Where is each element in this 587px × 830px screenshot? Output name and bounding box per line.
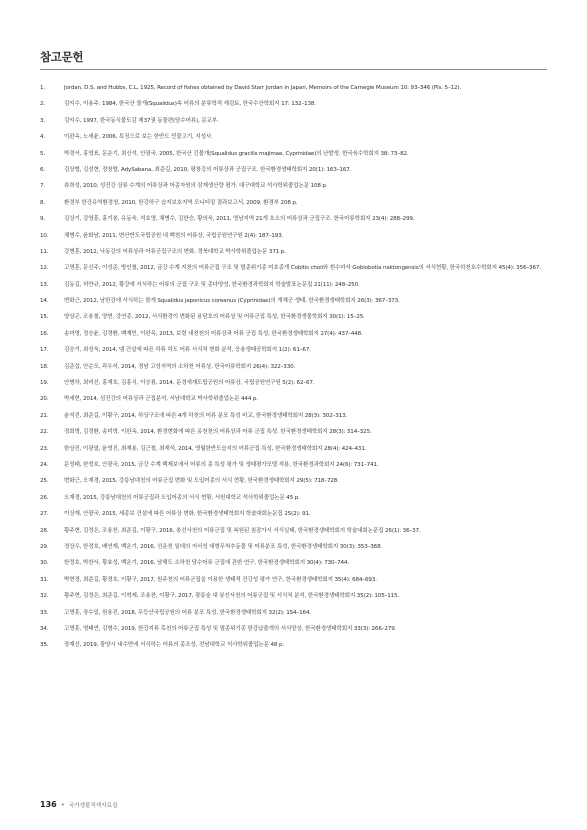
reference-text: 류희성, 2010, 성진강 상류 수계의 어류상과 어종자원의 잠재생산량 평가. 대구대학교 석사학위졸업논문 108 p.	[64, 183, 328, 190]
reference-item	[40, 362, 549, 373]
reference-text: 환경부 한강유역환경청, 2010, 한강하구 습지보호지역 모니터링 결과보고서, 2009, 환경부 208 p.	[64, 199, 298, 206]
reference-item	[40, 280, 549, 291]
reference-item	[40, 378, 549, 389]
reference-item	[40, 444, 549, 455]
reference-number: 10.	[40, 232, 49, 239]
reference-number: 17.	[40, 347, 49, 354]
reference-text: 채병수, 윤화남, 2011, 변산반도국립공원 내 백천의 어류상, 국립공원연구원 2(4): 187–193.	[64, 232, 284, 239]
reference-text: 정상우, 한정호, 배연재, 백운기, 2016, 선운천 일대의 저서성 대형무척추동물 및 어류분포 특성, 한국환경생태학회지 30(3): 353–368.	[64, 543, 383, 550]
page-number: 136	[40, 800, 57, 809]
reference-item	[40, 493, 549, 504]
reference-number: 22.	[40, 429, 49, 436]
reference-number: 12.	[40, 265, 49, 272]
reference-text: 김상협, 김성현, 정창렬, AdySabana, 최준길, 2010, 평창강의 어류상과 군집구조. 한국환경생태학회지 20(1): 163–167.	[64, 166, 352, 173]
reference-number: 11.	[40, 248, 49, 255]
reference-text: 김동길, 허만규, 2012, 황강에 서식하는 어류의 군집 구조 및 종다양성, 한국환경과학회지 학술발표논문집 21(11): 248–250.	[64, 281, 360, 288]
reference-text: 송미영, 정승윤, 김경환, 백재민, 이완옥, 2013, 보령 대천천의 어류상과 어류 군집 특성, 한국환경생태학회지 27(4): 437–448.	[64, 330, 363, 337]
page-title: 참고문헌	[40, 50, 84, 64]
reference-item	[40, 83, 549, 94]
reference-item	[40, 558, 549, 569]
reference-text: 강병훈, 2012, 낙동강의 어류상과 어류군집구조의 변화, 경북대학교 박사학위졸업논문 371 p.	[64, 248, 286, 255]
reference-item	[40, 149, 549, 160]
reference-text: 안병하, 최미선, 홍재호, 김홍식, 이승룡, 2014, 문경새재도립공원의 어류상, 국립공원연구원 5(2): 62–67.	[64, 380, 315, 387]
reference-item	[40, 509, 549, 520]
reference-number: 28.	[40, 527, 49, 534]
reference-text: 한정호, 박찬서, 황효성, 백운기, 2016, 남해도 소하천 담수어류 군집에 관한 연구, 한국환경생태학회지 30(4): 730–744.	[64, 560, 349, 567]
reference-text: 이상재, 안광국, 2015, 세종보 건설에 따른 어류상 변화, 한국환경생태학회지 학술대회논문집 25(2): 91.	[64, 511, 311, 518]
reference-number: 5.	[40, 150, 46, 157]
reference-number: 3.	[40, 117, 46, 124]
reference-number: 27.	[40, 511, 49, 518]
reference-text: 장재선, 2019, 광양시 내수면에 서식하는 어류의 종조성, 전남대학교 석사학위졸업논문 48 p.	[64, 642, 285, 649]
reference-number: 34.	[40, 625, 49, 632]
reference-text: 한상진, 이광열, 윤영진, 최재용, 김근철, 최재석, 2014, 영월한반도습지의 어류군집 특성, 한국환경생태학회지 28(4): 424–431.	[64, 445, 367, 452]
reference-number: 21.	[40, 412, 49, 419]
reference-number: 14.	[40, 298, 49, 305]
reference-text: 변화근, 오재경, 2015, 강릉남대천의 어류군집 변화 및 도입어종의 서식 현황, 한국환경생태학회지 29(5): 718–728.	[64, 478, 339, 485]
reference-number: 18.	[40, 363, 49, 370]
reference-item	[40, 526, 549, 537]
reference-number: 33.	[40, 609, 49, 616]
reference-number: 23.	[40, 445, 49, 452]
footer-separator: •	[60, 801, 65, 809]
reference-number: 30.	[40, 560, 49, 567]
reference-item	[40, 640, 549, 651]
reference-item	[40, 575, 549, 586]
reference-item	[40, 476, 549, 487]
reference-number: 16.	[40, 330, 49, 337]
reference-item	[40, 608, 549, 619]
reference-text: 고명훈, 명태연, 김형수, 2019, 한강지류 흑천의 어류군집 특성 및 멸종위기종 한강납줄개의 서식양상, 한국환경생태학회지 33(3): 266–279.	[64, 625, 397, 632]
reference-text: 김익수, 이용주. 1984, 한국산 몰개(Squalidus)속 어류의 분류학적 재검토, 한국수산학회지 17: 132–138.	[64, 101, 316, 108]
reference-number: 1.	[40, 85, 46, 91]
reference-text: 윤석진, 최준길, 이황구, 2014, 하상구조에 따른 4개 하천의 어류 분포 특성 비교, 한국환경생태학회지 28(3): 302–313.	[64, 412, 348, 419]
reference-number: 6.	[40, 166, 46, 173]
reference-item	[40, 345, 549, 356]
reference-item	[40, 132, 549, 143]
reference-text: 문성태, 한정호, 안광국, 2015, 금강 수계 백제보에서 어류의 종 특성 평가 및 생태평가모델 적용, 한국환경과학회지 24(6): 731–741.	[64, 461, 379, 468]
reference-item	[40, 165, 549, 176]
reference-list	[40, 83, 549, 657]
reference-text: Jordan, D.S, and Hubbs, C.L, 1925, Record of fishes obtained by David Starr Jordan in Japan, Memoirs of the Carnegie Museum 10: 93–346 (Pls. 5–12).	[64, 85, 462, 91]
reference-number: 2.	[40, 101, 46, 108]
reference-text: 이완옥, 노세윤, 2006, 특징으로 보는 한반도 민물고기, 지성사.	[64, 134, 213, 141]
reference-number: 25.	[40, 478, 49, 485]
reference-text: 김준섭, 안순모, 곽우석, 2014, 경남 고성지역의 소하천 어류상, 한국어류학회지 26(4): 322–330.	[64, 363, 296, 370]
reference-text: 변화근, 2012, 남한강에 서식하는 몰개 Squalidus japonicus coreanus (Cyprinidae)의 개체군 생태, 한국환경생태학회지 26(3): 367–373.	[64, 298, 400, 305]
reference-number: 7.	[40, 183, 46, 190]
reference-text: 고명훈, 장수일, 원용진, 2018, 무등산국립공원의 어류 분포 특성, 한국환경생태학회지 32(2): 154–164.	[64, 609, 311, 616]
title-divider	[40, 69, 547, 70]
reference-item	[40, 427, 549, 438]
reference-item	[40, 411, 549, 422]
reference-number: 19.	[40, 380, 49, 387]
reference-item	[40, 312, 549, 323]
reference-number: 8.	[40, 199, 46, 206]
reference-item	[40, 263, 549, 274]
page-footer	[40, 800, 117, 809]
reference-item	[40, 247, 549, 258]
reference-text: 박현경, 최준길, 황경호, 이황구, 2017, 원주천의 어류군집을 이용한 생태적 건강성 평가 연구, 한국환경생태학회지 35(4): 684–693.	[64, 576, 377, 583]
reference-text: 박세현, 2014, 섬진강의 어류상과 군집분석, 서남대학교 박사학위졸업논문 444 p.	[64, 396, 258, 403]
reference-number: 9.	[40, 216, 46, 223]
reference-text: 오재경, 2015, 강릉남대천의 어류군집과 도입어종의 서식 현황, 서원대학교 석사학위졸업논문 45 p.	[64, 494, 300, 501]
reference-item	[40, 296, 549, 307]
reference-number: 20.	[40, 396, 49, 403]
reference-item	[40, 591, 549, 602]
reference-text: 양상곤, 조용철, 양현, 강연종, 2012, 서식환경이 변화된 용담호의 어류상 및 어류군집 특성, 한국환경생물학회지 30(1): 15–25.	[64, 314, 365, 321]
reference-item	[40, 542, 549, 553]
reference-number: 32.	[40, 593, 49, 600]
reference-number: 24.	[40, 461, 49, 468]
reference-item	[40, 198, 549, 209]
reference-item	[40, 624, 549, 635]
reference-number: 29.	[40, 543, 49, 550]
reference-text: 박경서, 홍영표, 문운기, 최신석, 안광국, 2005, 한국산 긴몰개(Squalidus gracilis majimae, Cyprinidae)의 난발생. 한국육수학회지 38: 73–82.	[64, 150, 409, 157]
reference-item	[40, 460, 549, 471]
reference-item	[40, 99, 549, 110]
reference-number: 31.	[40, 576, 49, 583]
reference-item	[40, 394, 549, 405]
reference-text: 황주현, 김정은, 조용찬, 최준길, 이황구, 2016, 봉선사천의 어류군집 및 복원된 침잠가시 서식실태, 한국환경생태학회지 학술대회논문집 26(1): 36–37.	[64, 527, 421, 534]
reference-text: 정회명, 김경환, 송미영, 이완옥, 2014, 환경변화에 따른 옹천천의 어류상과 어류 군집 특성. 한국환경생태학회지 28(3): 314–325.	[64, 429, 372, 436]
reference-text: 황주현, 김정은, 최준길, 이혁제, 조용찬, 이황구, 2017, 광릉숲 내 봉선사천의 어류군집 및 서식처 분석, 한국환경생태학회지 35(2): 105–115.	[64, 593, 400, 600]
reference-item	[40, 214, 549, 225]
reference-item	[40, 116, 549, 127]
reference-text: 김승기, 최성욱, 2014, 댐 건설에 따른 하류 하도 어류 서식처 변화 분석, 응용생태공학회지 1(2): 61–67.	[64, 347, 311, 354]
reference-text: 고명훈, 문신주, 이성준, 방인철, 2012, 금강 수계 지천의 어류군집 구조 및 멸종위기종 미호종개 Cobitis choii와 흰수마자 Gobiobotia naktongensis의 서식현황, 한국하천호수학회지 45(4): 356–367.	[64, 265, 541, 272]
reference-text: 김상기, 강영훈, 홍기봉, 유동욱, 석호영, 채병수, 김한승, 황의욱, 2011, 영남지역 21개 호소의 어류상과 군집구조. 한국어류학회지 23(4): 288–299.	[64, 216, 415, 223]
publication-title: 국가생물적색자료집	[68, 803, 118, 809]
reference-number: 26.	[40, 494, 49, 501]
reference-number: 35.	[40, 642, 49, 649]
reference-item	[40, 231, 549, 242]
reference-number: 15.	[40, 314, 49, 321]
reference-number: 13.	[40, 281, 49, 288]
reference-item	[40, 181, 549, 192]
reference-text: 김익수, 1997, 한국동식물도감 제37권 동물편(담수어류), 문교부.	[64, 117, 219, 124]
reference-number: 4.	[40, 134, 46, 141]
reference-item	[40, 329, 549, 340]
